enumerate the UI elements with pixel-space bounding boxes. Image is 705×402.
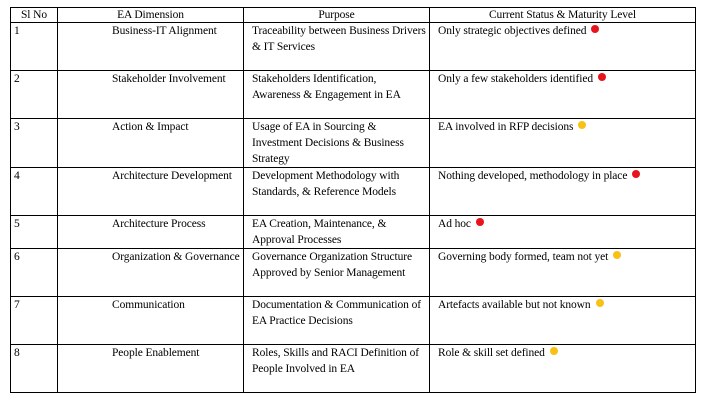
header-sl-no: Sl No bbox=[11, 8, 58, 23]
ea-maturity-table bbox=[10, 7, 696, 393]
dimension-cell: Communication bbox=[58, 297, 244, 345]
table-row bbox=[11, 216, 696, 249]
table-row bbox=[11, 168, 696, 216]
table-row bbox=[11, 23, 696, 71]
row-number: 8 bbox=[11, 345, 58, 393]
status-cell bbox=[430, 297, 696, 345]
table-row bbox=[11, 249, 696, 297]
row-number: 6 bbox=[11, 249, 58, 297]
row-number: 7 bbox=[11, 297, 58, 345]
header-status: Current Status & Maturity Level bbox=[430, 8, 696, 23]
status-text: Only a few stakeholders identified bbox=[438, 73, 593, 85]
status-indicator-icon bbox=[476, 218, 484, 226]
status-indicator-icon bbox=[591, 25, 599, 33]
purpose-cell: EA Creation, Maintenance, & Approval Processes bbox=[244, 216, 430, 249]
purpose-cell: Traceability between Business Drivers & IT Services bbox=[244, 23, 430, 71]
purpose-cell: Governance Organization Structure Approved by Senior Management bbox=[244, 249, 430, 297]
status-indicator-icon bbox=[550, 347, 558, 355]
table-row bbox=[11, 119, 696, 168]
table-body bbox=[11, 23, 696, 393]
dimension-cell: Organization & Governance bbox=[58, 249, 244, 297]
dimension-cell: Action & Impact bbox=[58, 119, 244, 168]
status-indicator-icon bbox=[596, 299, 604, 307]
dimension-cell: Architecture Process bbox=[58, 216, 244, 249]
dimension-cell: Stakeholder Involvement bbox=[58, 71, 244, 119]
status-text: Only strategic objectives defined bbox=[438, 25, 587, 37]
purpose-cell: Documentation & Communication of EA Practice Decisions bbox=[244, 297, 430, 345]
status-cell bbox=[430, 249, 696, 297]
status-text: Role & skill set defined bbox=[438, 347, 545, 359]
row-number: 5 bbox=[11, 216, 58, 249]
status-cell bbox=[430, 23, 696, 71]
header-purpose: Purpose bbox=[244, 8, 430, 23]
status-indicator-icon bbox=[632, 170, 640, 178]
row-number: 1 bbox=[11, 23, 58, 71]
status-text: EA involved in RFP decisions bbox=[438, 121, 574, 133]
header-ea-dimension: EA Dimension bbox=[58, 8, 244, 23]
status-indicator-icon bbox=[578, 121, 586, 129]
dimension-cell: Architecture Development bbox=[58, 168, 244, 216]
status-cell bbox=[430, 71, 696, 119]
status-cell bbox=[430, 168, 696, 216]
purpose-cell: Roles, Skills and RACI Definition of People Involved in EA bbox=[244, 345, 430, 393]
header-row bbox=[11, 8, 696, 23]
row-number: 3 bbox=[11, 119, 58, 168]
status-cell bbox=[430, 345, 696, 393]
dimension-cell: Business-IT Alignment bbox=[58, 23, 244, 71]
purpose-cell: Stakeholders Identification, Awareness & Engagement in EA bbox=[244, 71, 430, 119]
status-text: Artefacts available but not known bbox=[438, 299, 591, 311]
purpose-cell: Usage of EA in Sourcing & Investment Decisions & Business Strategy bbox=[244, 119, 430, 168]
purpose-cell: Development Methodology with Standards, & Reference Models bbox=[244, 168, 430, 216]
status-cell bbox=[430, 119, 696, 168]
row-number: 4 bbox=[11, 168, 58, 216]
status-indicator-icon bbox=[613, 251, 621, 259]
table-row bbox=[11, 71, 696, 119]
dimension-cell: People Enablement bbox=[58, 345, 244, 393]
status-text: Governing body formed, team not yet bbox=[438, 251, 609, 263]
table-header bbox=[11, 8, 696, 23]
status-indicator-icon bbox=[598, 73, 606, 81]
table-row bbox=[11, 297, 696, 345]
status-cell bbox=[430, 216, 696, 249]
row-number: 2 bbox=[11, 71, 58, 119]
status-text: Ad hoc bbox=[438, 218, 471, 230]
status-text: Nothing developed, methodology in place bbox=[438, 170, 628, 182]
table-row bbox=[11, 345, 696, 393]
